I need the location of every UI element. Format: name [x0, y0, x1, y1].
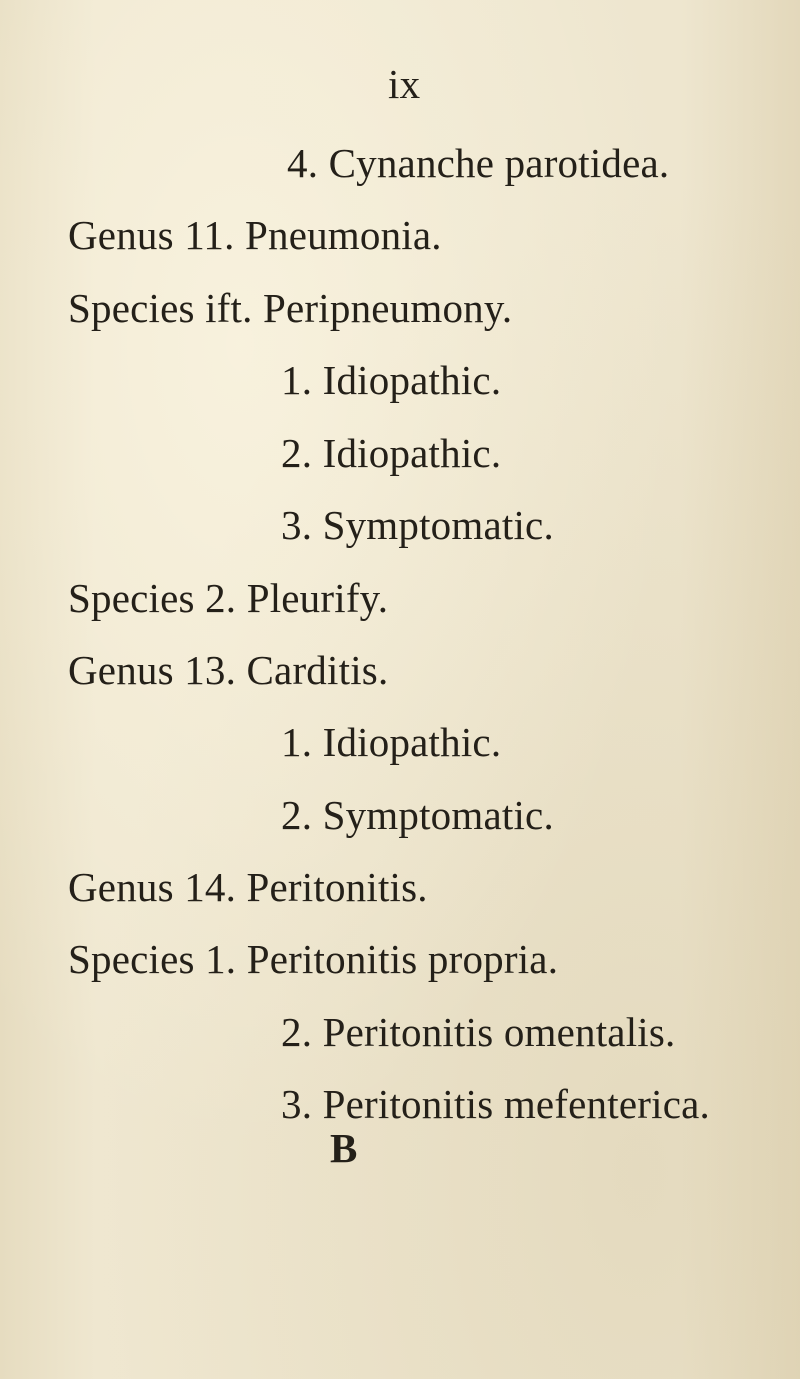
- list-item: 1. Idiopathic.: [281, 719, 502, 765]
- list-item: Species ift. Peripneumony.: [68, 285, 513, 331]
- page-number: ix: [388, 61, 421, 107]
- list-item: Genus 11. Pneumonia.: [68, 212, 442, 258]
- list-item: Genus 14. Peritonitis.: [68, 864, 428, 910]
- list-item: Species 2. Pleurify.: [68, 575, 389, 621]
- list-item: Genus 13. Carditis.: [68, 647, 389, 693]
- list-item: 2. Symptomatic.: [281, 792, 554, 838]
- list-item: 3. Symptomatic.: [281, 502, 554, 548]
- list-item: 2. Peritonitis omentalis.: [281, 1009, 676, 1055]
- list-item: 2. Idiopathic.: [281, 430, 502, 476]
- list-item: 1. Idiopathic.: [281, 357, 502, 403]
- list-item: Species 1. Peritonitis propria.: [68, 936, 559, 982]
- list-item: 4. Cynanche parotidea.: [287, 140, 670, 186]
- signature-mark: B: [330, 1125, 358, 1171]
- list-item: 3. Peritonitis mefenterica.: [281, 1081, 710, 1127]
